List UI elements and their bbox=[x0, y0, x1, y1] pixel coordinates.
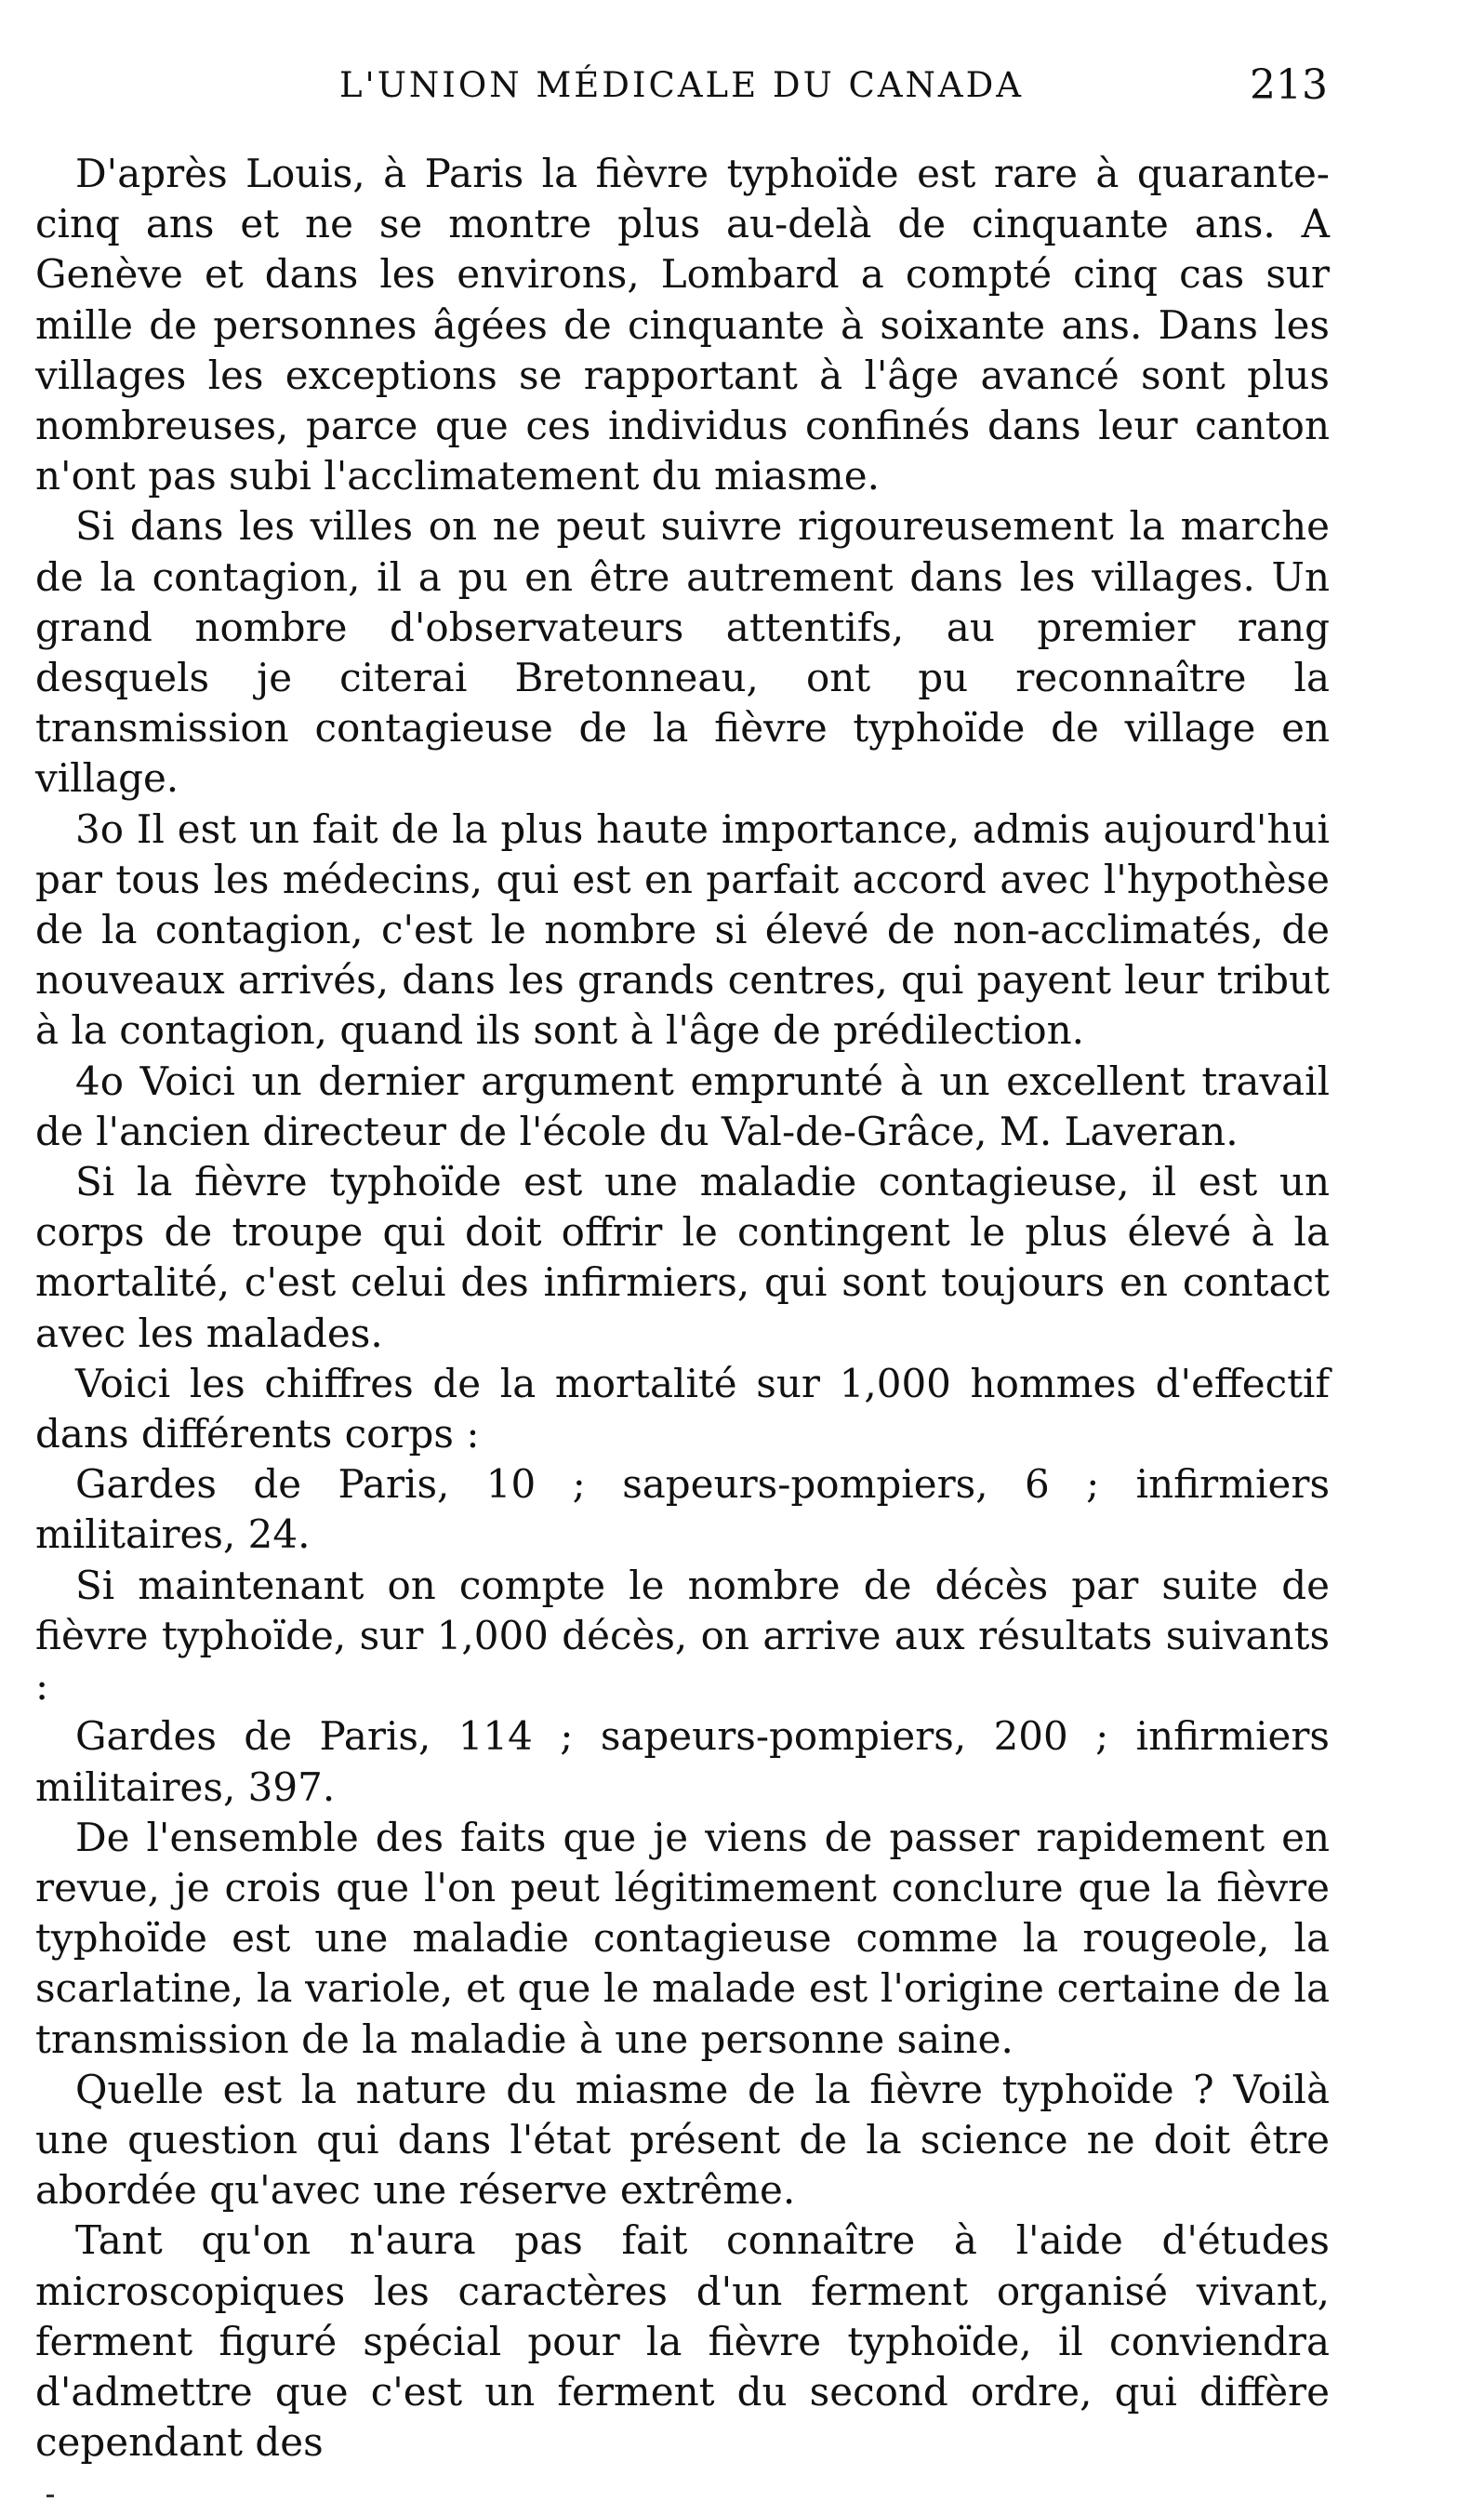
paragraph: Si dans les villes on ne peut suivre rigoureusement la marche de la contagion, il a pu en être autrement dans les villages. Un grand nombre d'observateurs attentifs, au premier rang desquels je citerai Bretonneau, ont pu reconnaître la transmission contagieuse de la fièvre typhoïde de village en village. bbox=[35, 503, 1330, 802]
paragraph: Quelle est la nature du miasme de la fièvre typhoïde ? Voilà une question qui dans l'état présent de la science ne doit être abordée qu'avec une réserve extrême. bbox=[35, 2066, 1330, 2214]
paragraph: De l'ensemble des faits que je viens de passer rapidement en revue, je crois que l'on peut légitimement conclure que la fièvre typhoïde est une maladie contagieuse comme la rougeole, la scarlatine, la variole, et que le malade est l'origine certaine de la transmission de la maladie à une personne saine. bbox=[35, 1814, 1330, 2062]
paragraph: D'après Louis, à Paris la fièvre typhoïde est rare à quarante-cinq ans et ne se montre plus au-delà de cinquante ans. A Genève et dans les environs, Lombard a compté cinq cas sur mille de personnes âgées de cinquante à soixante ans. Dans les villages les exceptions se rapportant à l'âge avancé sont plus nombreuses, parce que ces individus confinés dans leur canton n'ont pas subi l'acclimatement du miasme. bbox=[35, 151, 1330, 499]
paragraph: Si la fièvre typhoïde est une maladie contagieuse, il est un corps de troupe qui doit offrir le contingent le plus élevé à la mortalité, c'est celui des infirmiers, qui sont toujours en contact avec les malades. bbox=[35, 1159, 1330, 1356]
body-text bbox=[35, 149, 1330, 2468]
page-number: 213 bbox=[1250, 61, 1328, 109]
page-header bbox=[35, 58, 1328, 113]
paragraph: 3o Il est un fait de la plus haute importance, admis aujourd'hui par tous les médecins, qui est en parfait accord avec l'hypothèse de la contagion, c'est le nombre si élevé de non-acclimatés, de nouveaux arrivés, dans les grands centres, qui payent leur tribut à la contagion, quand ils sont à l'âge de prédilection. bbox=[35, 805, 1330, 1054]
paragraph: Gardes de Paris, 10 ; sapeurs-pompiers, 6 ; infirmiers militaires, 24. bbox=[35, 1461, 1330, 1558]
paragraph: Si maintenant on compte le nombre de décès par suite de fièvre typhoïde, sur 1,000 décès, on arrive aux résultats suivants : bbox=[35, 1562, 1330, 1710]
print-speck bbox=[46, 2495, 54, 2497]
running-head: L'UNION MÉDICALE DU CANADA bbox=[338, 65, 1025, 105]
paragraph: Gardes de Paris, 114 ; sapeurs-pompiers, 200 ; infirmiers militaires, 397. bbox=[35, 1713, 1330, 1810]
paragraph: 4o Voici un dernier argument emprunté à un excellent travail de l'ancien directeur de l'école du Val-de-Grâce, M. Laveran. bbox=[35, 1058, 1330, 1154]
paragraph: Voici les chiffres de la mortalité sur 1,000 hommes d'effectif dans différents corps : bbox=[35, 1360, 1330, 1457]
paragraph: Tant qu'on n'aura pas fait connaître à l'aide d'études microscopiques les caractères d'un ferment organisé vivant, ferment figuré spécial pour la fièvre typhoïde, il conviendra d'admettre que c'est un ferment du second ordre, qui diffère cependant des bbox=[35, 2217, 1330, 2466]
